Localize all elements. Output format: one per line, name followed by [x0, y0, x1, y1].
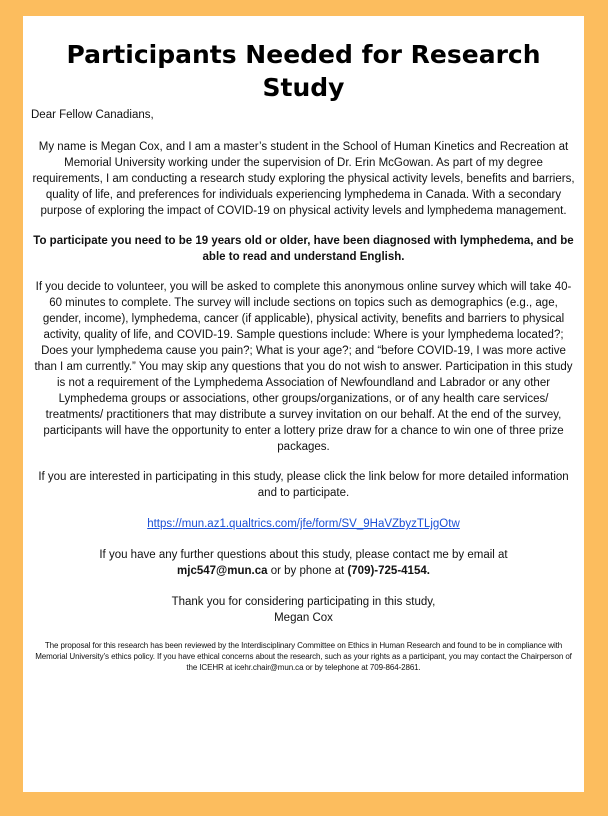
contact-prefix: If you have any further questions about this study, please contact me by email at [99, 549, 508, 561]
thanks-paragraph [31, 594, 576, 626]
signature: Megan Cox [274, 612, 333, 624]
survey-link[interactable]: https://mun.az1.qualtrics.com/jfe/form/SV_9HaVZbyzTLjgOtw [147, 518, 460, 530]
intro-paragraph: My name is Megan Cox, and I am a master’s student in the School of Human Kinetics and Recreation at Memorial University working under the supervision of Dr. Erin McGowan. As part of my degree requirements, I am conducting a research study exploring the physical activity levels, benefits and barriers, quality of life, and preferences for individuals experiencing lymphedema in Canada. With a secondary purpose of exploring the impact of COVID-19 on physical activity levels and lymphedema management. [32, 141, 575, 217]
contact-middle: or by phone at [267, 565, 348, 577]
interest-paragraph: If you are interested in participating in this study, please click the link below for more detailed information and to participate. [38, 471, 569, 499]
study-details-paragraph: If you decide to volunteer, you will be asked to complete this anonymous online survey which will take 40-60 minutes to complete. The survey will include sections on topics such as demographics (e.g., age, gender, income), lymphedema, cancer (if applicable), physical activity, benefits and barriers to physical activity, quality of life, and COVID-19. Sample questions include: Where is your lymphedema located?; Does your lymphedema cause you pain?; What is your age?; and “before COVID-19, I was more active than I am currently.” You may skip any questions that you do not wish to answer. Participation in this study is not a requirement of the Lymphedema Association of Newfoundland and Labrador or any other Lymphedema groups or associations, other groups/organizations, or of any health care services/ treatments/ practitioners that may distribute a survey invitation on our behalf. At the end of the survey, participants will have the opportunity to enter a lottery prize draw for a chance to win one of three prize packages. [34, 281, 573, 453]
survey-link-line [31, 516, 576, 532]
flyer-page [23, 16, 584, 792]
thanks-line: Thank you for considering participating in this study, [171, 596, 436, 608]
ethics-footer: The proposal for this research has been reviewed by the Interdisciplinary Committee on Ethics in Human Research and found to be in compliance with Memorial University’s ethics policy. If you have ethical concerns about the research, such as your rights as a participant, you may contact the Chairperson of the ICEHR at icehr.chair@mun.ca or by telephone at 709-864-2861. [35, 641, 572, 672]
contact-email: mjc547@mun.ca [177, 565, 268, 577]
contact-phone: (709)-725-4154. [347, 565, 430, 577]
salutation: Dear Fellow Canadians, [31, 109, 154, 121]
eligibility-paragraph: To participate you need to be 19 years old or older, have been diagnosed with lymphedema, and be able to read and understand English. [33, 235, 574, 263]
flyer-title: Participants Needed for Research Study [66, 40, 541, 102]
contact-paragraph [31, 547, 576, 579]
